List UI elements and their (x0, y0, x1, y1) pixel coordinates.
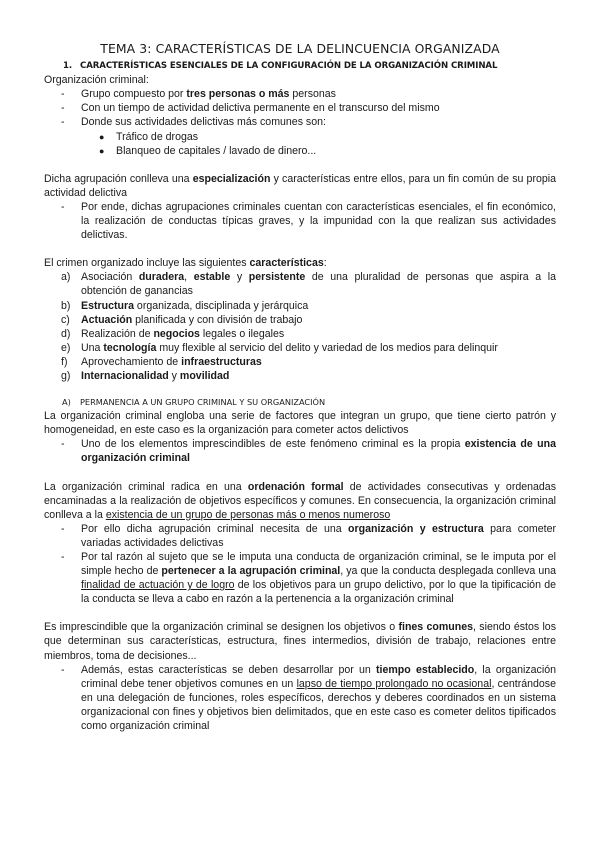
text: Uno de los elementos imprescindibles de este fenómeno criminal es la propia (81, 438, 465, 451)
text: de los objetivos para un grupo delictivo, por lo que la tipificación de la conducta se lleva a cabo en razón a la pertenencia a la organización criminal (81, 579, 556, 606)
bold-text: fines comunes (398, 621, 474, 634)
bold-text: especialización (192, 172, 271, 185)
list-marker: f) (61, 355, 68, 368)
text: Por ende, dichas agrupaciones criminales cuentan con características esenciales, el fin económico, la realización de conductas típicas graves, y la impunidad con la que realizan sus actividades delictivas. (81, 200, 556, 242)
bold-text: duradera (138, 271, 185, 284)
underlined-text: existencia de un grupo de personas más o menos numeroso (105, 508, 391, 521)
dash-marker: - (61, 88, 65, 101)
paragraph-a2-dash (44, 550, 556, 606)
dash-marker: - (61, 116, 65, 129)
text: Aprovechamiento de (81, 355, 182, 368)
text: Dicha agrupación conlleva una (44, 172, 193, 185)
text: Donde sus actividades delictivas más comunes son: (81, 116, 326, 129)
intro-item (44, 87, 556, 101)
bullet-marker: ● (99, 145, 105, 156)
bold-text: Internacionalidad (81, 369, 169, 382)
text: de una pluralidad de personas que aspira a la obtención de ganancias (81, 271, 556, 298)
text: y características entre ellos, para un fin común de su propia actividad delictiva (44, 172, 557, 199)
list-marker: g) (61, 369, 71, 382)
bold-text: estable (193, 271, 231, 284)
characteristic-item (44, 369, 556, 383)
section-a-heading (62, 395, 556, 409)
underlined-text: lapso de tiempo prolongado no ocasional (296, 677, 492, 690)
characteristic-item (44, 313, 556, 327)
characteristics-intro (44, 256, 556, 270)
activity-item (44, 130, 556, 144)
paragraph-a1: La organización criminal engloba una serie de factores que integran un grupo, que tiene cierto patrón y homogeneidad, en este caso es la organización para cometer actos delictivos (44, 410, 556, 437)
text: El crimen organizado incluye las siguientes (44, 257, 250, 270)
characteristic-item (44, 270, 556, 298)
dash-marker: - (61, 522, 65, 535)
list-marker: b) (61, 299, 71, 312)
bold-text: pertenecer a la agrupación criminal (161, 565, 341, 578)
underlined-text: finalidad de actuación y de logro (81, 579, 235, 592)
intro-item (44, 115, 556, 129)
section-1-heading (63, 59, 556, 73)
dash-marker: - (61, 102, 65, 115)
bold-text: características (249, 257, 324, 270)
text: y (230, 271, 249, 284)
section-a-number: A) (62, 397, 71, 408)
bold-text: organización y estructura (348, 522, 484, 535)
paragraph-a3-dash (44, 663, 556, 733)
text: La organización criminal radica en una (44, 480, 248, 493)
page-title: TEMA 3: CARACTERÍSTICAS DE LA DELINCUENCIA ORGANIZADA (100, 41, 500, 56)
dash-marker: - (61, 551, 65, 563)
text: organizada, disciplinada y jerárquica (133, 299, 309, 312)
text: : (323, 257, 327, 270)
text: Realización de (81, 327, 154, 340)
bold-text: Actuación (81, 313, 133, 326)
paragraph-a2-dash (44, 522, 556, 550)
paragraph-specialization (44, 172, 556, 200)
section-1-number: 1. (63, 61, 73, 72)
characteristic-item (44, 341, 556, 355)
text: Blanqueo de capitales / lavado de dinero... (116, 144, 317, 157)
bold-text: Estructura (81, 299, 134, 312)
list-marker: d) (61, 327, 71, 340)
text: , (184, 271, 194, 284)
text: Por tal razón al sujeto que se le imputa una conducta de organización criminal, se le imputa por el simple hecho de (81, 551, 556, 578)
bullet-marker: ● (99, 131, 105, 142)
text: Grupo compuesto por (81, 88, 187, 101)
bold-text: infraestructuras (181, 355, 262, 368)
text: Una (81, 341, 104, 354)
text: Es imprescindible que la organización criminal se designen los objetivos o (44, 621, 399, 634)
text: muy flexible al servicio del delito y variedad de los medios para delinquir (156, 341, 498, 354)
dash-marker: - (61, 200, 65, 213)
text: planificada y con división de trabajo (132, 313, 303, 326)
bold-text: tiempo establecido (376, 663, 475, 676)
list-marker: a) (61, 271, 71, 284)
list-marker: c) (61, 313, 70, 326)
paragraph-a3 (44, 620, 556, 662)
characteristic-item (44, 327, 556, 341)
text: Asociación (81, 271, 139, 284)
section-1-title: CARACTERÍSTICAS ESENCIALES DE LA CONFIGURACIÓN DE LA ORGANIZACIÓN CRIMINAL (80, 61, 498, 72)
list-marker: e) (61, 341, 71, 354)
text: Con un tiempo de actividad delictiva permanente en el transcurso del mismo (81, 102, 440, 115)
bold-text: tres personas o más (186, 88, 290, 101)
bold-text: existencia de una organización criminal (81, 438, 557, 465)
text: legales o ilegales (199, 327, 285, 340)
text: , siendo éstos los que determinan sus características, estructura, fines intermedios, división de trabajo, relaciones entre miembros, toma de decisiones... (44, 621, 557, 662)
text: Por ello dicha agrupación criminal necesita de una (81, 522, 349, 535)
paragraph-a2 (44, 480, 556, 522)
characteristic-item (44, 355, 556, 369)
section-a-title: PERMANENCIA A UN GRUPO CRIMINAL Y SU ORGANIZACIÓN (80, 397, 326, 408)
activity-item (44, 144, 556, 158)
bold-text: ordenación formal (247, 480, 344, 493)
dash-marker: - (61, 438, 65, 451)
intro-label: Organización criminal: (44, 74, 149, 87)
text: y (168, 369, 180, 382)
text: para cometer variadas actividades delictivas (81, 522, 556, 549)
text: , la organización criminal debe tener objetivos comunes en un (81, 663, 556, 690)
specialization-dash (44, 200, 556, 242)
bold-text: persistente (248, 271, 306, 284)
bold-text: negocios (153, 327, 200, 340)
text: , ya que la conducta desplegada conlleva una (340, 565, 557, 578)
bold-text: tecnología (103, 341, 157, 354)
paragraph-a1-dash (44, 437, 556, 465)
text: personas (289, 88, 336, 101)
text: Además, estas características se deben desarrollar por un (81, 663, 377, 676)
dash-marker: - (61, 663, 65, 676)
bold-text: movilidad (179, 369, 230, 382)
document-page (44, 42, 556, 733)
intro-item (44, 101, 556, 115)
text: de actividades consecutivas y ordenadas encaminadas a la realización de objetivos específicos y comunes. En consecuencia, la organización criminal conlleva a la (44, 480, 556, 521)
characteristic-item (44, 299, 556, 313)
text: , centrándose en una delegación de funciones, roles específicos, derechos y deberes coordinados en un sistema organizacional con fines y objetivos bien delimitados, que en este caso es cometer delitos tipificados como organización criminal (81, 677, 556, 733)
text: Tráfico de drogas (116, 130, 199, 143)
